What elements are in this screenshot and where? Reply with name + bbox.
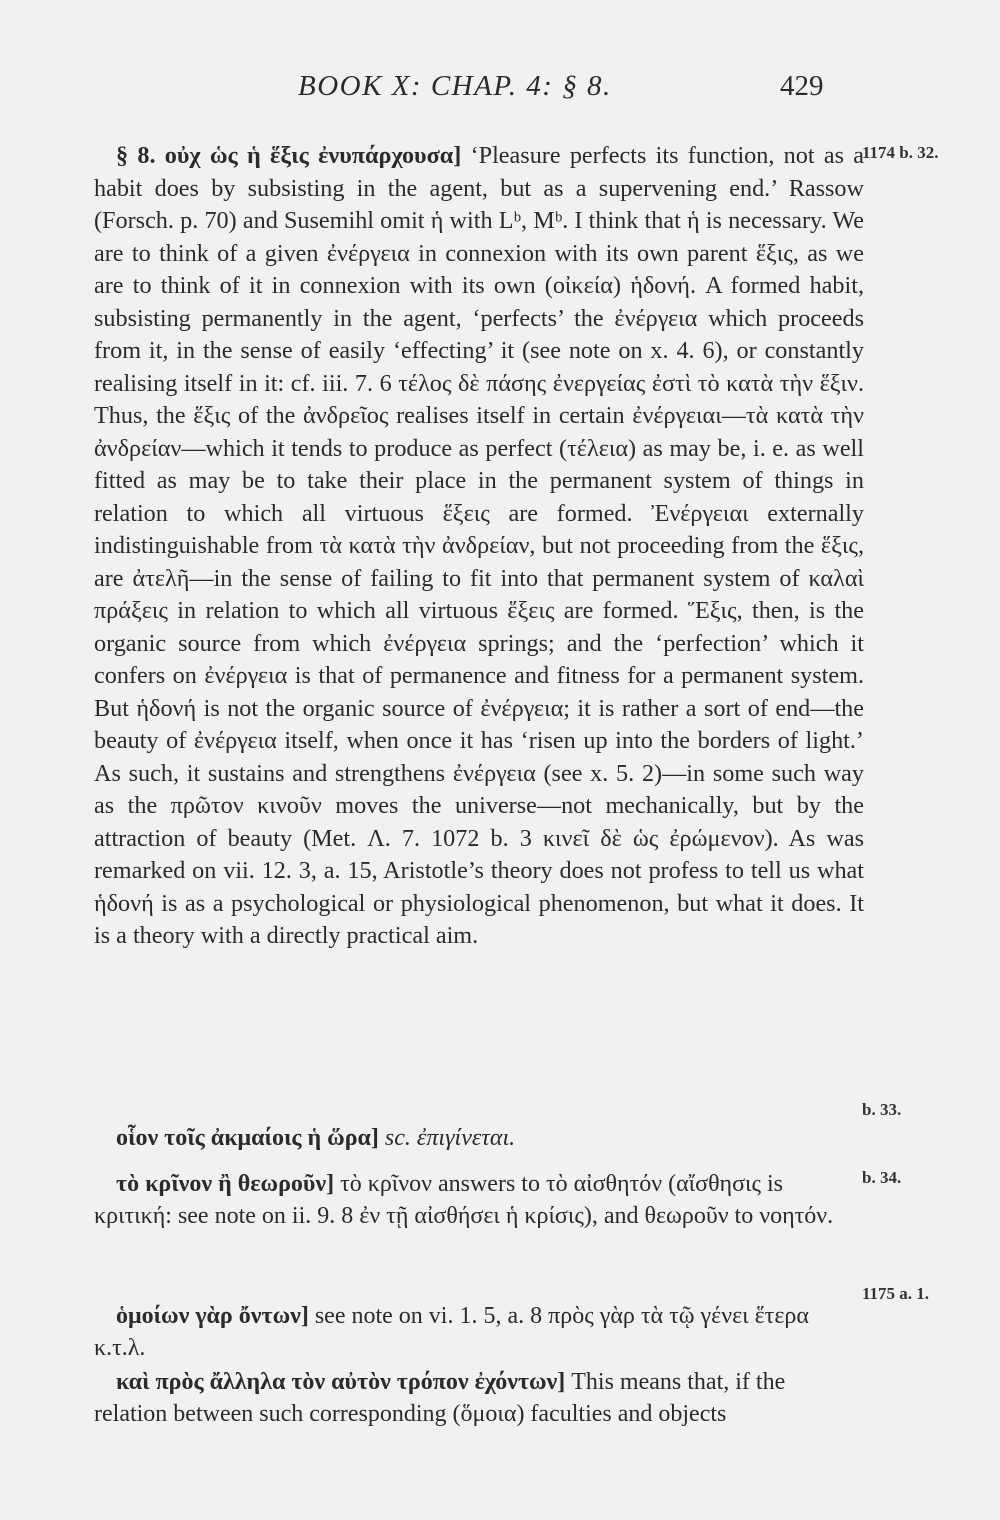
page-number: 429 — [780, 70, 824, 102]
section-8-paragraph — [94, 140, 864, 953]
margin-reference: 1174 b. 32. — [862, 143, 939, 162]
note-text: see note on vi. 1. 5, a. 8 πρὸς γὰρ τὰ τῷ γένει ἕτερα κ.τ.λ. — [94, 1303, 809, 1361]
note-entry — [94, 1366, 864, 1430]
note-text: sc. ἐπιγίνεται. — [384, 1125, 516, 1151]
note-lemma: ὁμοίων γὰρ ὄντων] — [116, 1303, 309, 1329]
section-8-lemma: § 8. οὐχ ὡς ἡ ἕξις ἐνυπάρχουσα] — [116, 142, 462, 169]
note-entry — [94, 1300, 864, 1364]
note-text: This means that, if the relation between such corresponding (ὅμοια) faculties and objects — [94, 1369, 786, 1427]
note-lemma: τὸ κρῖνον ἢ θεωροῦν] — [116, 1171, 335, 1197]
margin-reference: 1175 a. 1. — [862, 1284, 930, 1303]
margin-reference: b. 34. — [862, 1168, 902, 1187]
note-text: τὸ κρῖνον answers to τὸ αἰσθητόν (αἴσθησις is κριτική: see note on ii. 9. 8 ἐν τῇ αἰσθήσει ἡ κρίσις), and θεωροῦν to νοητόν. — [94, 1171, 834, 1229]
note-entry — [94, 1168, 864, 1232]
note-lemma: καὶ πρὸς ἄλληλα τὸν αὐτὸν τρόπον ἐχόντων] — [116, 1369, 566, 1395]
chapter-heading: BOOK X: CHAP. 4: § 8. — [298, 70, 612, 102]
section-8-body: ‘Pleasure perfects its function, not as a habit does by subsisting in the agent, but as a supervening end.’ Rassow (Forsch. p. 70) and Susemihl omit ἡ with Lᵇ, Mᵇ. I think that ἡ is necessary. We are to think of a given ἐνέργεια in connexion with its own parent ἕξις, as we are to think of it in connexion with its own (οἰκεία) ἡδονή. A formed habit, subsisting permanently in the agent, ‘perfects’ the ἐνέργεια which proceeds from it, in the sense of easily ‘effecting’ it (see note on x. 4. 6), or constantly realising itself in it: cf. iii. 7. 6 τέλος δὲ πάσης ἐνεργείας ἐστὶ τὸ κατὰ τὴν ἕξιν. Thus, the ἕξις of the ἀνδρεῖος realises itself in certain ἐνέργειαι—τὰ κατὰ τὴν ἀνδρείαν—which it tends to produce as perfect (τέλεια) as may be, i. e. as well fitted as may be to take their place in the permanent system of things in relation to which all virtuous ἕξεις are formed. Ἐνέργειαι externally indistinguishable from τὰ κατὰ τὴν ἀνδρείαν, but not proceeding from the ἕξις, are ἀτελῆ—in the sense of failing to fit into that permanent system of καλαὶ πράξεις in relation to which all virtuous ἕξεις are formed. Ἕξις, then, is the organic source from which ἐνέργεια springs; and the ‘perfection’ which it confers on ἐνέργεια is that of permanence and fitness for a permanent system. But ἡδονή is not the organic source of ἐνέργεια; it is rather a sort of end—the beauty of ἐνέργεια itself, when once it has ‘risen up into the borders of light.’ As such, it sustains and strengthens ἐνέργεια (see x. 5. 2)—in some such way as the πρῶτον κινοῦν moves the universe—not mechanically, but by the attraction of beauty (Met. Λ. 7. 1072 b. 3 κινεῖ δὲ ὡς ἐρώμενον). As was remarked on vii. 12. 3, a. 15, Aristotle’s theory does not profess to tell us what ἡδονή is as a psychological or physiological phenomenon, but what it does. It is a theory with a directly practical aim. — [94, 142, 864, 949]
margin-reference: b. 33. — [862, 1100, 902, 1119]
note-lemma: οἷον τοῖς ἀκμαίοις ἡ ὥρα] — [116, 1125, 379, 1151]
note-entry — [94, 1122, 864, 1154]
running-head — [0, 70, 1000, 110]
